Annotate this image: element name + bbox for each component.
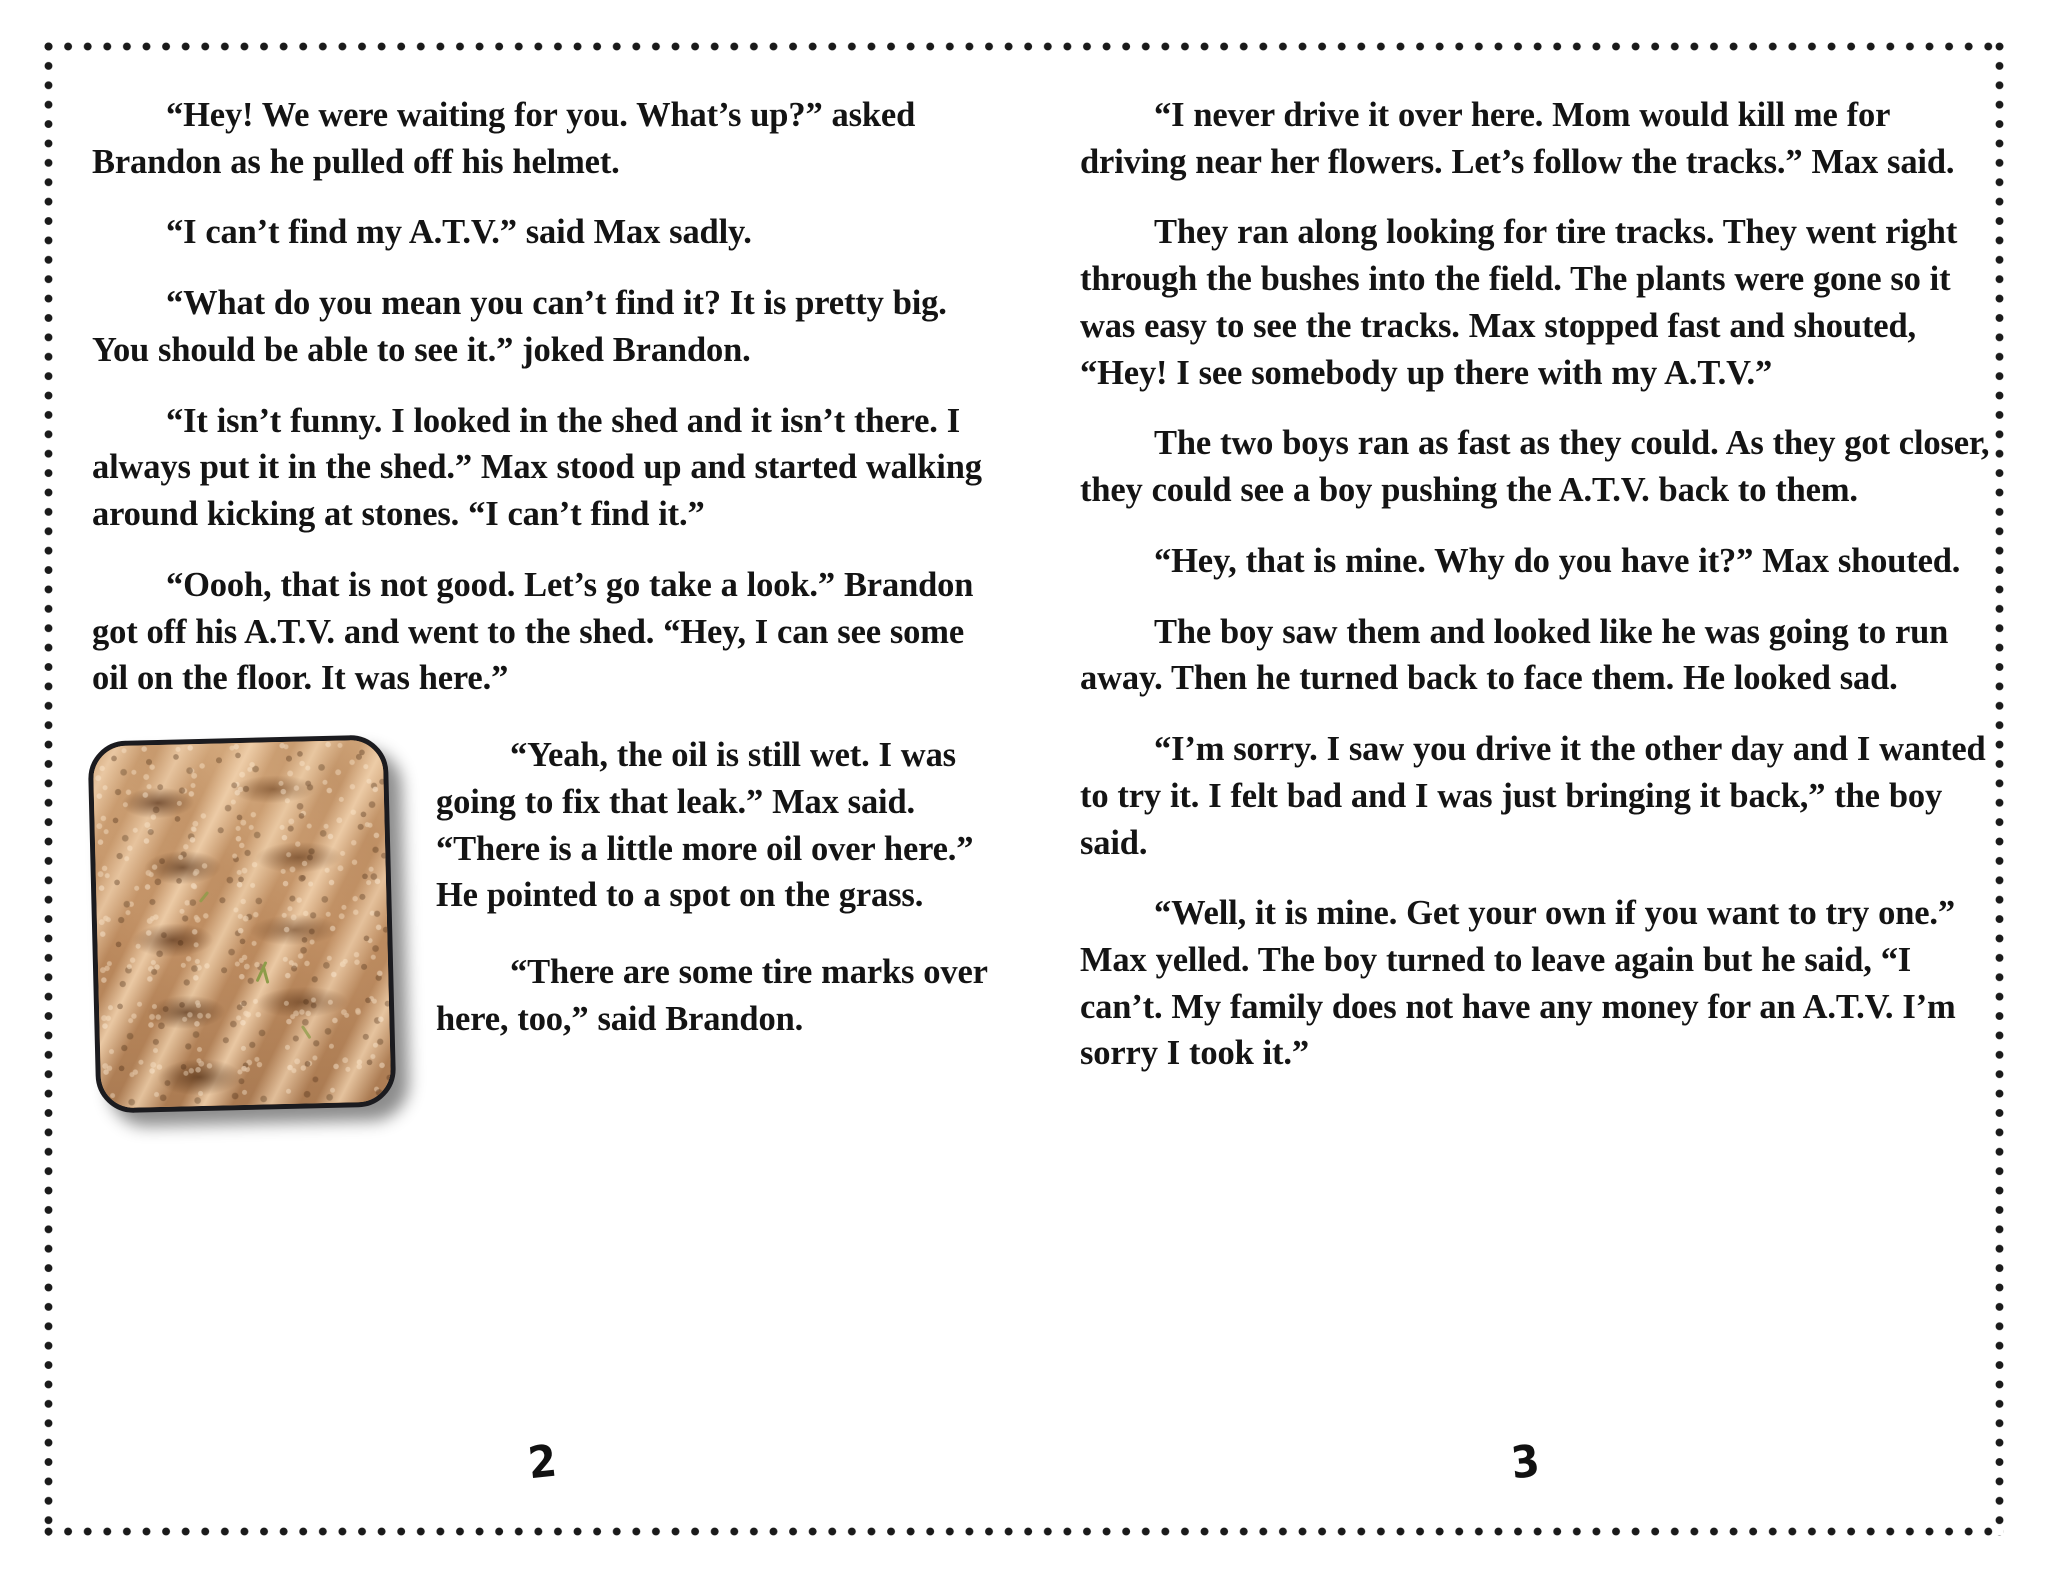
paragraph: “Well, it is mine. Get your own if you want to try one.” Max yelled. The boy turned to leave again but he said, “I can’t. My family does not have any money for an A.T.V. I’m sorry I took it.”: [1080, 894, 1956, 1073]
page-number-left: 2: [525, 1435, 559, 1490]
left-page-column: [92, 92, 992, 1136]
paragraph: “I’m sorry. I saw you drive it the other day and I wanted to try it. I felt bad and I was just bringing it back,” the boy said.: [1080, 730, 1986, 862]
paragraph: The boy saw them and looked like he was going to run away. Then he turned back to face them. He looked sad.: [1080, 612, 1949, 698]
paragraph: “Hey! We were waiting for you. What’s up?” asked Brandon as he pulled off his helmet.: [92, 96, 916, 181]
tire-tracks-photo: [88, 734, 397, 1113]
paragraph: They ran along looking for tire tracks. They went right through the bushes into the field. The plants were gone so it was easy to see the tracks. Max stopped fast and shouted, “Hey! I see somebody up there with my A.T.V.”: [1080, 213, 1958, 392]
paragraph: “Oooh, that is not good. Let’s go take a look.” Brandon got off his A.T.V. and went to the shed. “Hey, I can see some oil on the floor. It was here.”: [92, 565, 974, 698]
gravel-speckle-texture: [93, 740, 392, 1109]
paragraph: “I can’t find my A.T.V.” said Max sadly.: [166, 213, 752, 252]
paragraph: “Hey, that is mine. Why do you have it?” Max shouted.: [1154, 541, 1961, 580]
paragraph: The two boys ran as fast as they could. As they got closer, they could see a boy pushing the A.T.V. back to them.: [1080, 424, 1990, 510]
tire-tracks-photo-container: [92, 738, 406, 1126]
photo-and-wrapped-text: [92, 732, 992, 1042]
page-number-right: 3: [1508, 1435, 1542, 1490]
paragraph: “I never drive it over here. Mom would kill me for driving near her flowers. Let’s follow the tracks.” Max said.: [1080, 96, 1955, 181]
paragraph: “What do you mean you can’t find it? It is pretty big. You should be able to see it.” joked Brandon.: [92, 284, 947, 369]
right-page-column: [1080, 92, 2000, 1077]
paragraph: “Yeah, the oil is still wet. I was going to fix that leak.” Max said. “There is a little more oil over here.” He pointed to a spot on the grass.: [436, 736, 974, 915]
paragraph: “There are some tire marks over here, too,” said Brandon.: [436, 953, 988, 1038]
paragraph: “It isn’t funny. I looked in the shed and it isn’t there. I always put it in the shed.” Max stood up and started walking around kicking at stones. “I can’t find it.”: [92, 401, 982, 534]
